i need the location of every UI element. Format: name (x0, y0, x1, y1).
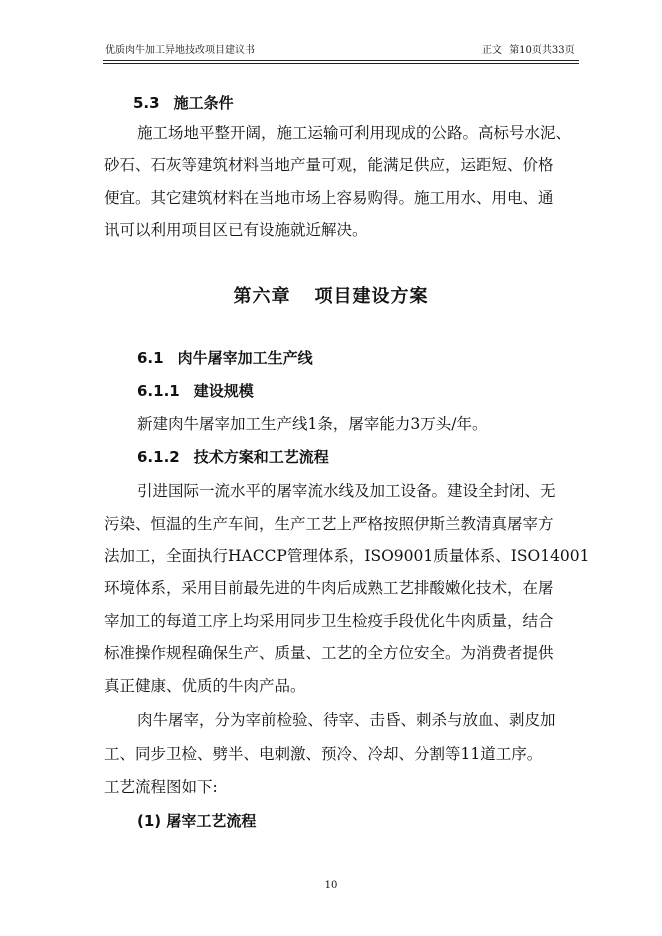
para-6-1-2b-line-3: 工艺流程图如下: (104, 778, 218, 796)
para-5-3-line-2: 砂石、石灰等建筑材料当地产量可观，能满足供应，运距短、价格 (104, 156, 554, 174)
heading-5-3-number: 5.3 (133, 94, 160, 112)
heading-6-1-1-title: 建设规模 (193, 382, 254, 400)
para-6-1-2-line-2: 污染、恒温的生产车间，生产工艺上严格按照伊斯兰教清真屠宰方 (104, 515, 554, 533)
header-section: 正文 (482, 45, 502, 56)
para-6-1-2-line-5: 宰加工的每道工序上均采用同步卫生检疫手段优化牛肉质量，结合 (104, 612, 554, 630)
para-6-1-2b-line-1: 肉牛屠宰，分为宰前检验、待宰、击昏、刺杀与放血、剥皮加 (137, 711, 556, 729)
header-rule (103, 60, 579, 61)
header-rule-thin (103, 63, 579, 64)
heading-5-3 (133, 93, 234, 113)
heading-6-1-1-number: 6.1.1 (137, 382, 180, 400)
para-5-3-line-4: 讯可以利用项目区已有设施就近解决。 (104, 221, 368, 239)
para-5-3-line-1: 施工场地平整开阔，施工运输可利用现成的公路。高标号水泥、 (137, 124, 572, 142)
para-6-1-1: 新建肉牛屠宰加工生产线1条，屠宰能力3万头/年。 (137, 415, 488, 433)
chapter-name: 项目建设方案 (314, 286, 429, 307)
heading-6-1 (137, 348, 313, 368)
header-page-info (482, 44, 579, 58)
para-6-1-2b-line-2: 工、同步卫检、劈半、电刺激、预冷、冷却、分割等11道工序。 (104, 745, 543, 763)
footer-page-number: 10 (324, 880, 338, 891)
subheading-slaughter-process: (1) 屠宰工艺流程 (137, 812, 257, 830)
para-6-1-2-line-1: 引进国际一流水平的屠宰流水线及加工设备。建设全封闭、无 (137, 482, 556, 500)
para-5-3-line-3: 便宜。其它建筑材料在当地市场上容易购得。施工用水、用电、通 (104, 189, 554, 207)
para-6-1-2-line-6: 标准操作规程确保生产、质量、工艺的全方位安全。为消费者提供 (104, 644, 554, 662)
para-6-1-2-line-3: 法加工，全面执行HACCP管理体系，ISO9001质量体系、ISO14001 (104, 547, 590, 565)
heading-6-1-2-number: 6.1.2 (137, 448, 180, 466)
heading-6-1-title: 肉牛屠宰加工生产线 (177, 349, 313, 367)
para-6-1-2-line-7: 真正健康、优质的牛肉产品。 (104, 677, 306, 695)
header-doc-title: 优质肉牛加工异地技改项目建议书 (105, 45, 255, 56)
chapter-number: 第六章 (233, 286, 291, 307)
para-6-1-2-line-4: 环境体系，采用目前最先进的牛肉后成熟工艺排酸嫩化技术，在屠 (104, 579, 554, 597)
heading-6-1-2-title: 技术方案和工艺流程 (193, 448, 329, 466)
chapter-title (0, 286, 662, 308)
heading-6-1-1 (137, 381, 254, 401)
heading-6-1-2 (137, 447, 329, 467)
heading-5-3-title: 施工条件 (173, 94, 234, 112)
header-page-count: 第10页共33页 (509, 45, 575, 56)
heading-6-1-number: 6.1 (137, 349, 164, 367)
